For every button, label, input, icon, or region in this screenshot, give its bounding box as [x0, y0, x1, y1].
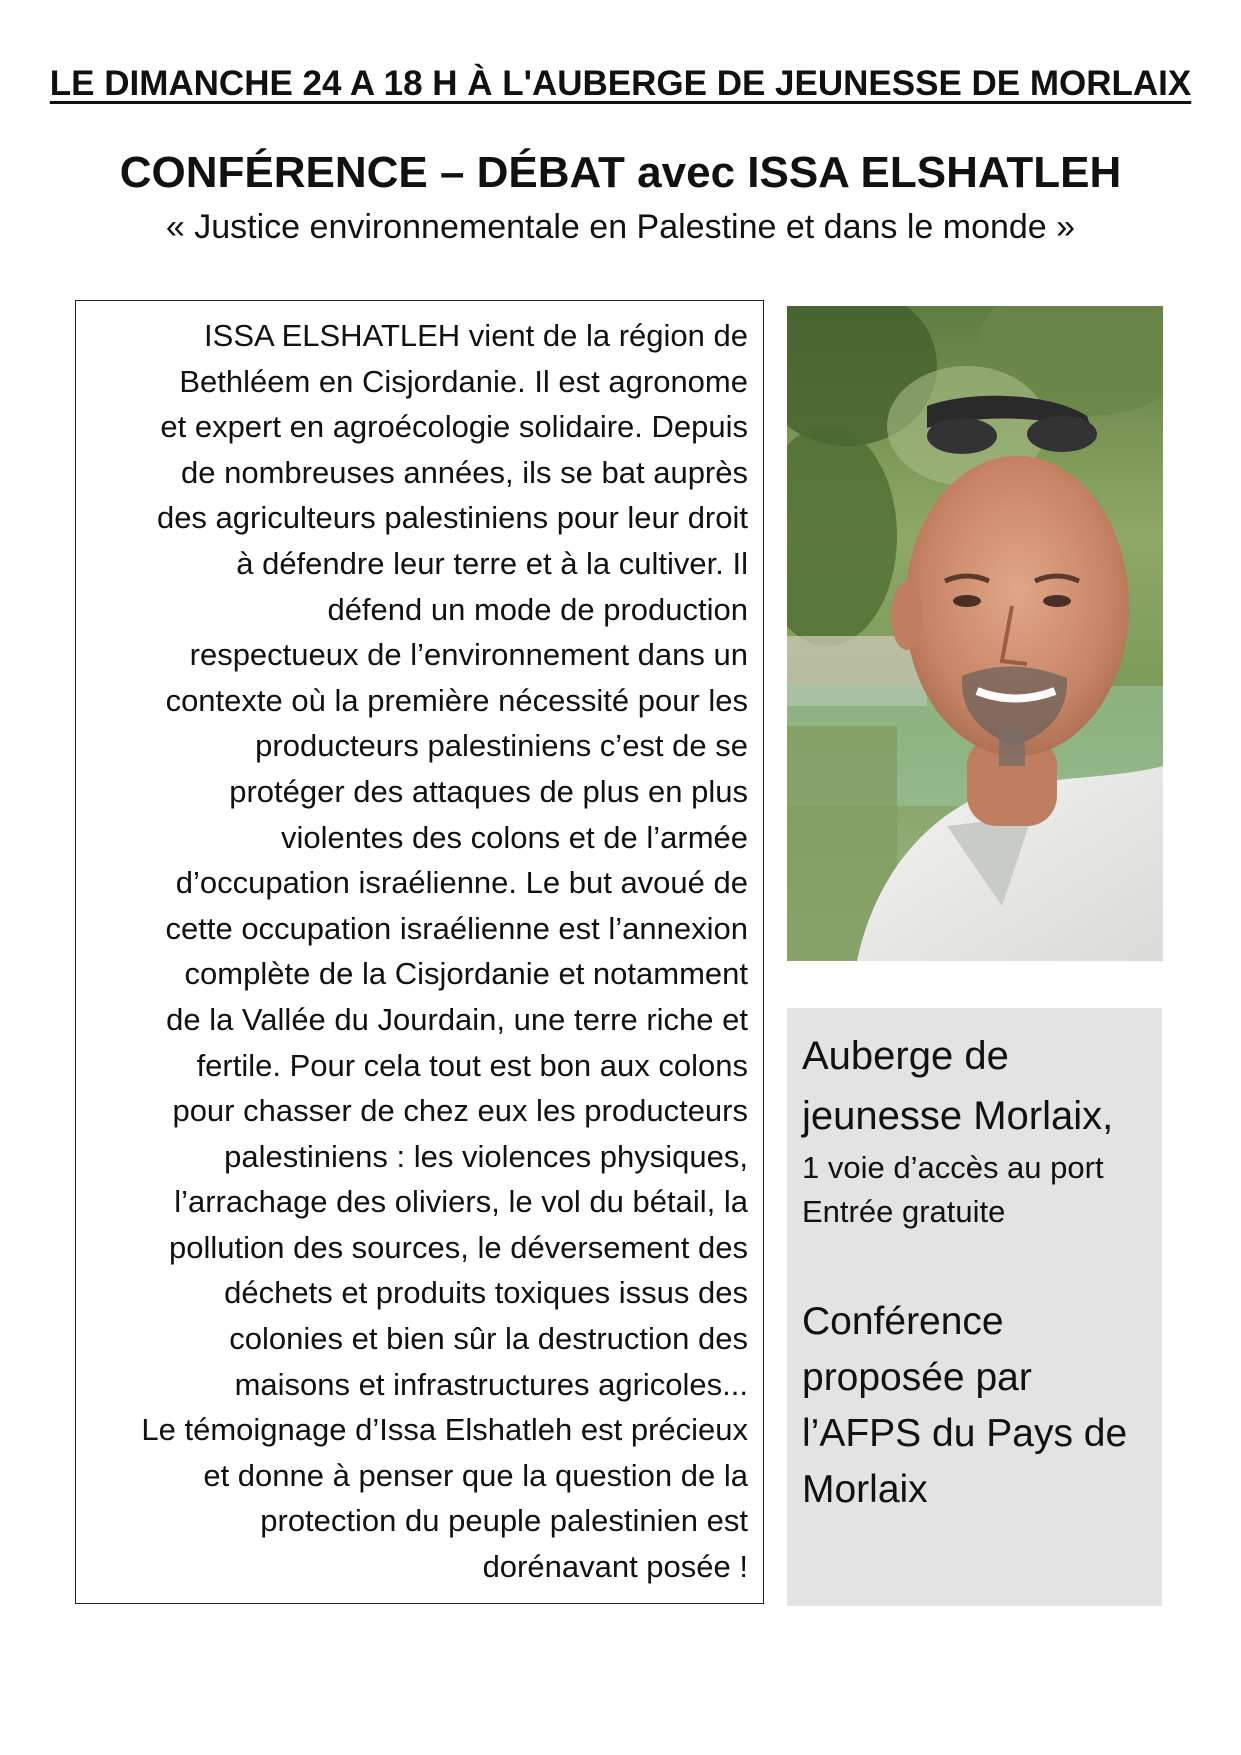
conference-title: CONFÉRENCE – DÉBAT avec ISSA ELSHATLEH	[119, 148, 1122, 197]
organizer-note: Conférence proposée par l’AFPS du Pays de Morlaix	[802, 1300, 1128, 1511]
event-date-text: LE DIMANCHE 24 A 18 H À L'AUBERGE DE JEUNESSE DE MORLAIX	[49, 64, 1192, 103]
conference-subtitle: « Justice environnementale en Palestine et dans le monde »	[165, 208, 1076, 246]
event-info-box	[787, 1008, 1162, 1606]
venue-name: Auberge de jeunesse Morlaix,	[802, 1034, 1114, 1138]
bio-box	[75, 300, 764, 1604]
venue-address: 1 voie d’accès au port	[802, 1150, 1104, 1185]
entry-fee: Entrée gratuite	[802, 1194, 1006, 1229]
speaker-bio: ISSA ELSHATLEH vient de la région de Bethléem en Cisjordanie. Il est agronome et expert en agroécologie solidaire. Depuis de nombreuses années, ils se bat auprès des agriculteurs palestiniens pour leur droit à défendre leur terre et à la cultiver. Il défend un mode de production respectueux de l’environnement dans un contexte où la première nécessité pour les producteurs palestiniens c’est de se protéger des attaques de plus en plus violentes des colons et de l’armée d’occupation israélienne. Le but avoué de cette occupation israélienne est l’annexion complète de la Cisjordanie et notamment de la Vallée du Jourdain, une terre riche et fertile. Pour cela tout est bon aux colons pour chasser de chez eux les producteurs palestiniens : les violences physiques, l’arrachage des oliviers, le vol du bétail, la pollution des sources, le déversement des déchets et produits toxiques issus des colonies et bien sûr la destruction des maisons et infrastructures agricoles... Le témoignage d’Issa Elshatleh est précieux et donne à penser que la question de la protection du peuple palestinien est dorénavant posée !	[141, 318, 748, 1585]
event-date-line	[0, 62, 1241, 106]
portrait-photo-icon	[787, 306, 1163, 961]
speaker-photo	[787, 306, 1163, 961]
